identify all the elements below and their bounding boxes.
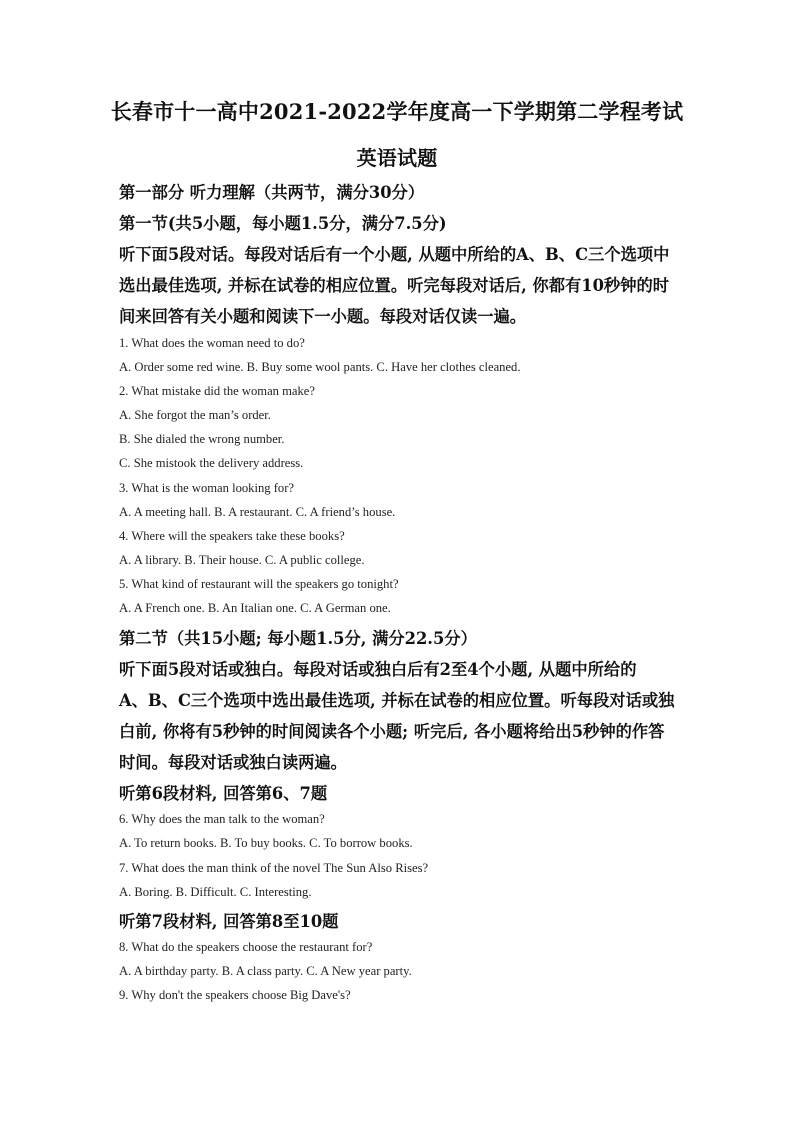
exam-subtitle: 英语试题 bbox=[356, 146, 438, 170]
section2-instruction-line: A、B、C三个选项中选出最佳选项, 并标在试卷的相应位置。听每段对话或独 bbox=[119, 691, 675, 710]
section2-heading: 第二节（共15小题; 每小题1.5分, 满分22.5分） bbox=[119, 629, 477, 648]
section1-instruction-line: 听下面5段对话。每段对话后有一个小题, 从题中所给的A、B、C三个选项中 bbox=[119, 245, 670, 264]
question-7: 7. What does the man think of the novel The Sun Also Rises? bbox=[119, 861, 429, 875]
section1-instruction-line: 选出最佳选项, 并标在试卷的相应位置。听完每段对话后, 你都有10秒钟的时 bbox=[119, 276, 670, 295]
section2-instruction-line: 白前, 你将有5秒钟的时间阅读各个小题; 听完后, 各小题将给出5秒钟的作答 bbox=[119, 722, 665, 741]
question-4-options: A. A library. B. Their house. C. A public college. bbox=[119, 553, 365, 567]
exam-title: 长春市十一高中2021-2022学年度高一下学期第二学程考试 bbox=[110, 99, 684, 124]
question-2-option-a: A. She forgot the man’s order. bbox=[119, 408, 271, 422]
question-9: 9. Why don't the speakers choose Big Dave's? bbox=[119, 988, 351, 1002]
question-5-options: A. A French one. B. An Italian one. C. A German one. bbox=[119, 601, 391, 615]
part1-heading: 第一部分 听力理解（共两节，满分30分） bbox=[119, 183, 425, 202]
material-6-heading: 听第6段材料, 回答第6、7题 bbox=[119, 784, 328, 803]
material-7-heading: 听第7段材料, 回答第8至10题 bbox=[119, 912, 339, 931]
question-8: 8. What do the speakers choose the restaurant for? bbox=[119, 940, 373, 954]
section1-heading: 第一节(共5小题，每小题1.5分，满分7.5分) bbox=[119, 214, 447, 233]
section1-instruction-line: 间来回答有关小题和阅读下一小题。每段对话仅读一遍。 bbox=[119, 307, 527, 326]
question-6: 6. Why does the man talk to the woman? bbox=[119, 812, 325, 826]
question-1: 1. What does the woman need to do? bbox=[119, 336, 305, 350]
question-3: 3. What is the woman looking for? bbox=[119, 481, 294, 495]
question-2-option-c: C. She mistook the delivery address. bbox=[119, 456, 304, 470]
section2-instruction-line: 听下面5段对话或独白。每段对话或独白后有2至4个小题, 从题中所给的 bbox=[119, 660, 637, 679]
section2-instruction-line: 时间。每段对话或独白读两遍。 bbox=[119, 753, 347, 772]
question-6-options: A. To return books. B. To buy books. C. To borrow books. bbox=[119, 836, 413, 850]
question-2: 2. What mistake did the woman make? bbox=[119, 384, 315, 398]
question-8-options: A. A birthday party. B. A class party. C. A New year party. bbox=[119, 964, 412, 978]
question-5: 5. What kind of restaurant will the speakers go tonight? bbox=[119, 577, 399, 591]
question-2-option-b: B. She dialed the wrong number. bbox=[119, 432, 285, 446]
question-7-options: A. Boring. B. Difficult. C. Interesting. bbox=[119, 885, 312, 899]
question-4: 4. Where will the speakers take these books? bbox=[119, 529, 345, 543]
question-1-options: A. Order some red wine. B. Buy some wool pants. C. Have her clothes cleaned. bbox=[119, 360, 521, 374]
question-3-options: A. A meeting hall. B. A restaurant. C. A friend’s house. bbox=[119, 505, 396, 519]
